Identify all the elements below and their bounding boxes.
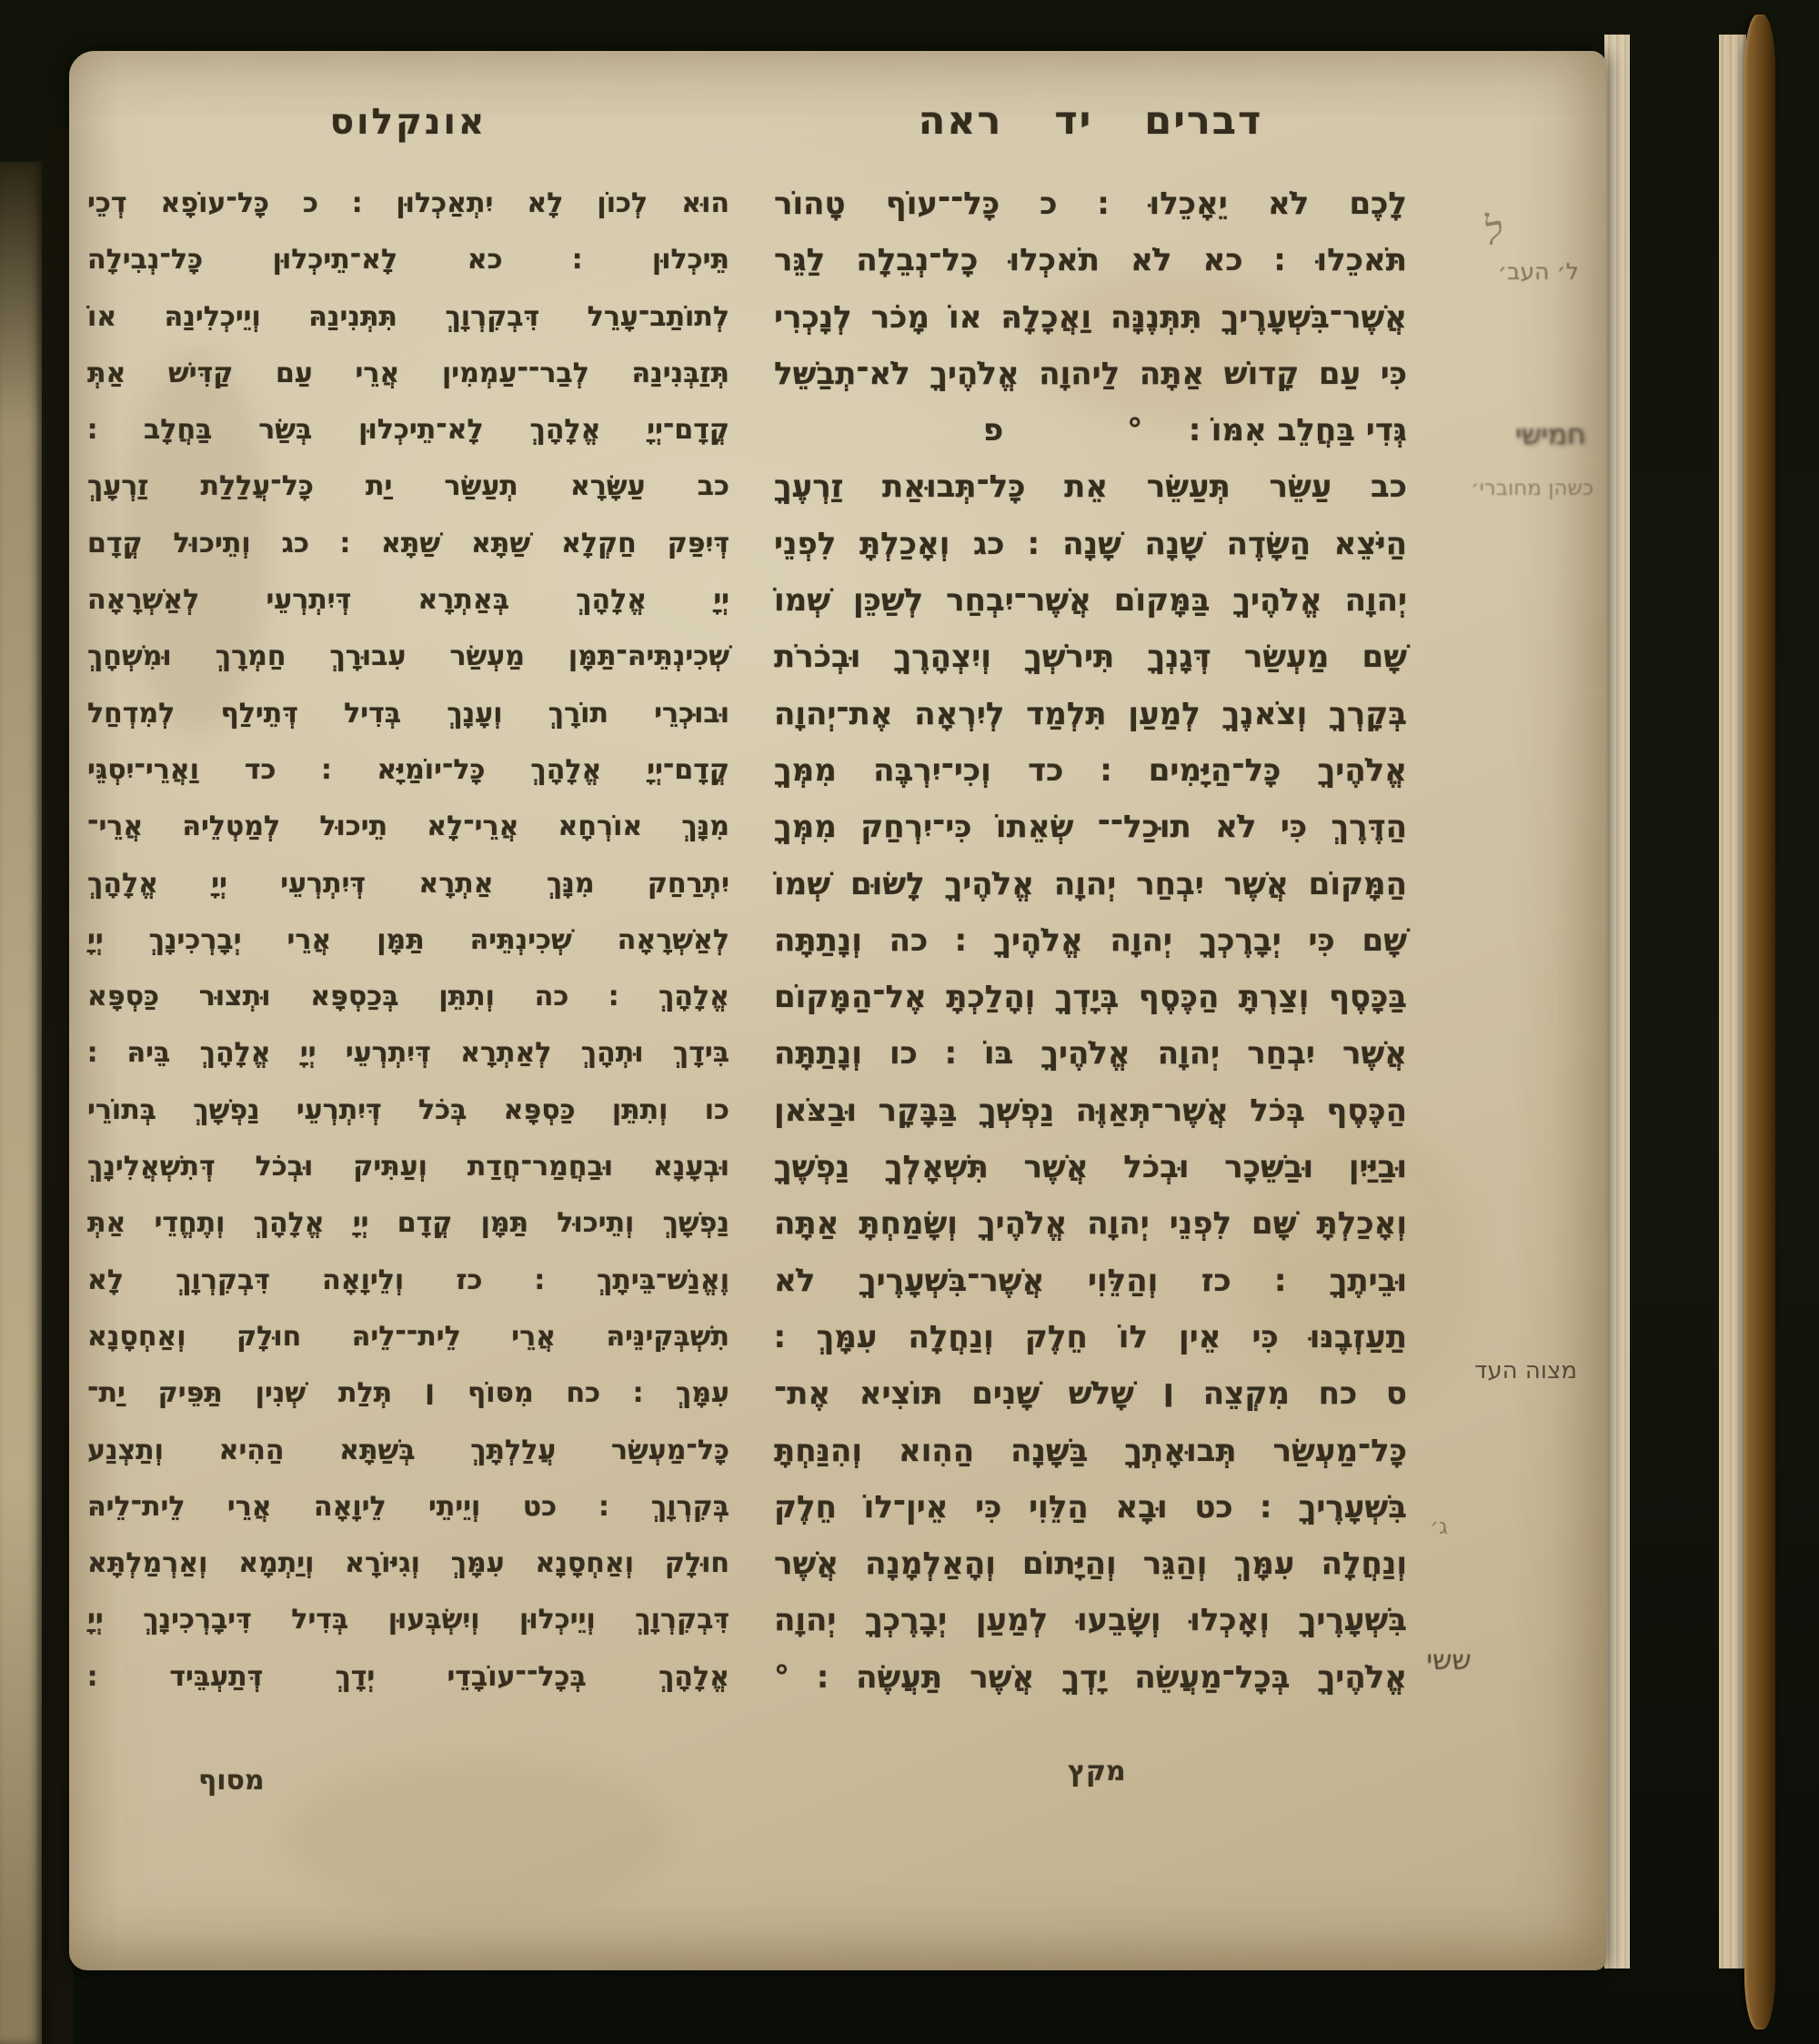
onkelos-text-column xyxy=(87,176,729,1706)
book-page xyxy=(69,51,1606,1970)
targum-line: לְתוֹתַב־עָרֵל דִּבְקִרְוָךְ תִּתְּנִינַהּ וְיֵיכְלִינַהּ אוֹ xyxy=(87,300,729,333)
torah-line: אֱלֹהֶיךָ בְּכָל־מַעֲשֵׂה יָדְךָ אֲשֶׁר תַּעֲשֶׂה ׃ ° xyxy=(774,1658,1407,1696)
torah-line: כִּי עַם קָדוֹשׁ אַתָּה לַיהוָה אֱלֹהֶיךָ לֹא־תְבַשֵּׁל xyxy=(774,355,1407,392)
targum-line: יִתְרַחַק מִנָּךְ אַתְרָא דְּיִתְרְעֵי יְיָ אֱלָהָךְ xyxy=(87,867,729,900)
margin-aliyah-sixth-marker: ששי xyxy=(1426,1645,1472,1676)
targum-line: אֱלָהָךְ ׃ כה וְתִתֵּן בְּכַסְפָּא וּתְצוּר כַּסְפָּא xyxy=(87,981,729,1013)
torah-line: וְנַחֲלָה עִמָּךְ וְהַגֵּר וְהַיָּתוֹם וְהָאַלְמָנָה אֲשֶׁר xyxy=(774,1546,1407,1583)
paper-stain xyxy=(287,1761,669,1916)
targum-line: תִשְׁבְּקִינֵּיהּ אֲרֵי לֵית־־לֵיהּ חוּלָק וְאַחְסָנָא xyxy=(87,1320,729,1353)
margin-tiny-mark: ג׳ xyxy=(1430,1514,1448,1539)
torah-line: יְהוָה אֱלֹהֶיךָ בַּמָּקוֹם אֲשֶׁר־יִבְחַר לְשַׁכֵּן שְׁמוֹ xyxy=(774,582,1407,619)
torah-line: הַכֶּסֶף בְּכֹל אֲשֶׁר־תְּאַוֶּה נַפְשְׁךָ בַּבָּקָר וּבַצֹּאן xyxy=(774,1092,1407,1129)
targum-line: שְׁכִינְתֵּיהּ־תַּמָּן מַעְשַׂר עִבוּרָךְ חַמְרָךְ וּמִשְׁחָךְ xyxy=(87,640,729,673)
targum-line: וֶאֱנַשׁ־בֵּיתָךְ ׃ כז וְלֵיוָאָה דִּבְקִרְוָךְ לָא xyxy=(87,1264,729,1296)
targum-line: חוּלָק וְאַחְסָנָא עִמָּךְ וְגִיּוֹרָא וְיַתְמָא וְאַרְמַלְתָּא xyxy=(87,1547,729,1580)
targum-line: נַפְשָׁךְ וְתֵיכוּל תַּמָּן קֳדָם יְיָ אֱלָהָךְ וְתֶחֱדֵי אַתְּ xyxy=(87,1207,729,1240)
targum-line: הוּא לְכוֹן לָא יִתְאַכְלוּן ׃ כ כָּל־עוֹפָא דְכֵי xyxy=(87,187,729,219)
catchword-onkelos: מסוף xyxy=(198,1765,265,1797)
torah-line: אֱלֹהֶיךָ כָּל־הַיָּמִים ׃ כד וְכִי־יִרְבֶּה מִמְּךָ xyxy=(774,751,1407,789)
torah-line: לָכֶם לֹא יֵאָכֵלוּ ׃ כ כָּל־־עוֹף טָהוֹר xyxy=(774,186,1407,222)
torah-line: וּבֵיתֶךָ ׃ כז וְהַלֵּוִי אֲשֶׁר־בִּשְׁעָרֶיךָ לֹא xyxy=(774,1262,1407,1299)
targum-line: וּבוּכְרֵי תוֹרָךְ וְעָנָךְ בְּדִיל דְּתֵילַף לְמִדְחַל xyxy=(87,697,729,730)
torah-line: שָׁם כִּי יְבָרֶכְךָ יְהוָה אֱלֹהֶיךָ ׃ כה וְנָתַתָּה xyxy=(774,921,1407,959)
margin-scribble-abbreviation: ל׳ העב׳ xyxy=(1497,258,1579,285)
torah-line: כב עַשֵּׂר תְּעַשֵּׂר אֵת כָּל־תְּבוּאַת זַרְעֶךָ xyxy=(774,468,1407,506)
torah-line: בַּכָּסֶף וְצַרְתָּ הַכֶּסֶף בְּיָדְךָ וְהָלַכְתָּ אֶל־הַמָּקוֹם xyxy=(774,979,1407,1016)
targum-line: דִּבְקִרְוָךְ וְיֵיכְלוּן וְיִשְׂבְּעוּן בְּדִיל דִּיבָרְכִינָךְ יְיָ xyxy=(87,1604,729,1636)
torah-line: בְּקָרְךָ וְצֹאנֶךָ לְמַעַן תִּלְמַד לְיִרְאָה אֶת־יְהוָה xyxy=(774,695,1407,732)
targum-line: אֱלָהָךְ בְּכָל־־עוֹבָדֵי יְדָךְ דְּתַעְבֵּיד ׃ xyxy=(87,1660,729,1693)
torah-line: הַיֹּצֵא הַשָּׂדֶה שָׁנָה שָׁנָה ׃ כג וְאָכַלְתָּ לִפְנֵי xyxy=(774,525,1407,562)
torah-line: וּבַיַּיִן וּבַשֵּׁכָר וּבְכֹל אֲשֶׁר תִּשְׁאָלְךָ נַפְשֶׁךָ xyxy=(774,1149,1407,1186)
margin-mitzvah-note: מצוה העד xyxy=(1474,1357,1577,1384)
torah-line: בִּשְׁעָרֶיךָ ׃ כט וּבָא הַלֵּוִי כִּי אֵין־לוֹ חֵלֶק xyxy=(774,1488,1407,1525)
torah-line: הַדֶּרֶךְ כִּי לֹא תוּכַל־־ שְׂאֵתוֹ כִּי־יִרְחַק מִמְּךָ xyxy=(774,809,1407,846)
torah-line: בִּשְׁעָרֶיךָ וְאָכְלוּ וְשָׂבֵעוּ לְמַעַן יְבָרֶכְךָ יְהוָה xyxy=(774,1602,1407,1639)
targum-line: לְאַשְׁרָאָה שְׁכִינְתֵּיהּ תַּמָּן אֲרֵי יְבָרְכִינָךְ יְיָ xyxy=(87,923,729,956)
catchword-torah: מקץ xyxy=(1068,1756,1126,1787)
torah-line: שָׁם מַעְשַׂר דְּגָנְךָ תִּירֹשְׁךָ וְיִצְהָרֶךָ וּבְכֹרֹת xyxy=(774,639,1407,676)
targum-line: כו וְתִתֵּן כַּסְפָּא בְּכֹל דְּיִתְרְעֵי נַפְשָׁךְ בְּתוֹרֵי xyxy=(87,1093,729,1126)
gutter-shadow xyxy=(36,127,73,2044)
targum-line: כב עַשָּׂרָא תְעַשַּׂר יַת כָּל־עֲלַלַת זַרְעָךְ xyxy=(87,470,729,503)
torah-line: תַעַזְבֶנּוּ כִּי אֵין לוֹ חֵלֶק וְנַחֲלָה עִמָּךְ ׃ xyxy=(774,1318,1407,1355)
fore-edge-page-stack xyxy=(1630,31,1719,1970)
torah-line: גְּדִי בַּחֲלֵב אִמּוֹ ׃ ° פ xyxy=(982,412,1407,449)
targum-line: תֵּיכְלוּן ׃ כא לָא־תֵיכְלוּן כָּל־נְבִילָה xyxy=(87,244,729,277)
torah-line: וְאָכַלְתָּ שָּׁם לִפְנֵי יְהוָה אֱלֹהֶיךָ וְשָׂמַחְתָּ אַתָּה xyxy=(774,1205,1407,1243)
targum-line: דְּיִפַּק חַקְלָא שַׁתָּא שַׁתָּא ׃ כג וְתֵיכוּל קֳדָם xyxy=(87,527,729,559)
margin-aliyah-fifth-marker: חמישי xyxy=(1514,418,1585,451)
leather-cover-board xyxy=(1744,15,1775,2029)
targum-line: וּבְעָנָא וּבַחֲמַר־חֲדַת וְעַתִּיק וּבְכֹל דְּתִשְׁאֲלִינָךְ xyxy=(87,1151,729,1183)
margin-scribble-flourish: ל xyxy=(1480,206,1507,256)
fore-edge-inner-leaves xyxy=(1604,35,1630,1968)
targum-line: עִמָּךְ ׃ כח מִסּוֹף ׀ תְּלַת שְׁנִין תַּפֵּיק יַת־ xyxy=(87,1377,729,1410)
targum-line: מִנָּךְ אוֹרְחָא אֲרֵי־לָא תֵיכוּל לְמַטְלֵיהּ אֲרֵי־ xyxy=(87,811,729,843)
torah-text-column xyxy=(774,176,1407,1706)
targum-line: קֳדָם־יְיָ אֱלָהָךְ כָּל־יוֹמַיָּא ׃ כד וַאֲרֵי־יִסְגֵּי xyxy=(87,753,729,786)
torah-line: תֹּאכֵלוּ ׃ כא לֹא תֹאכְלוּ כָל־נְבֵלָה לַגֵּר xyxy=(774,242,1407,279)
targum-line: יְיָ אֱלָהָךְ בְּאַתְרָא דְּיִתְרְעֵי לְאַשְׁרָאָה xyxy=(87,584,729,617)
torah-line: אֲשֶׁר יִבְחַר יְהוָה אֱלֹהֶיךָ בּוֹ ׃ כו וְנָתַתָּה xyxy=(774,1035,1407,1072)
targum-line: בִּידָךְ וּתְהָךְ לְאַתְרָא דְּיִתְרְעֵי יְיָ אֱלָהָךְ בֵּיהּ ׃ xyxy=(87,1037,729,1070)
fore-edge-outer-leaves xyxy=(1719,35,1746,1968)
torah-line: כָּל־מַעְשַׂר תְּבוּאָתְךָ בַּשָּׁנָה הַהִוא וְהִנַּחְתָּ xyxy=(774,1432,1407,1469)
torah-line: אֲשֶׁר־בִּשְׁעָרֶיךָ תִּתְּנֶנָּה וַאֲכָלָהּ אוֹ מָכֹר לְנָכְרִי xyxy=(774,298,1407,336)
targum-line: בְּקִרְוָךְ ׃ כט וְיֵיתֵי לֵיוָאָה אֲרֵי לֵית־לֵיהּ xyxy=(87,1490,729,1523)
torah-line: ס כח מִקְצֵה ׀ שָׁלֹשׁ שָׁנִים תּוֹצִיא אֶת־ xyxy=(774,1375,1407,1413)
torah-line: הַמָּקוֹם אֲשֶׁר יִבְחַר יְהוָה אֱלֹהֶיךָ לָשׂוּם שְׁמוֹ xyxy=(774,865,1407,902)
targum-line: תְּזַבְּנִינַהּ לְבַר־־עַמְמִין אֲרֵי עַם קַדִּישׁ אַתְּ xyxy=(87,357,729,389)
margin-aliyah-fifth-note: כשהן מחוברי׳ xyxy=(1471,477,1593,500)
page-header-torah: דברים יד ראה xyxy=(918,98,1263,144)
targum-line: קֳדָם־יְיָ אֱלָהָךְ לָא־תֵיכְלוּן בְּשַׂר בַּחֲלָב ׃ xyxy=(87,414,729,447)
targum-line: כָּל־מַעְשַׂר עֲלַלְתָּךְ בְּשַׁתָּא הַהִיא וְתַצְנַע xyxy=(87,1434,729,1466)
page-header-onkelos: אונקלוס xyxy=(329,102,487,143)
